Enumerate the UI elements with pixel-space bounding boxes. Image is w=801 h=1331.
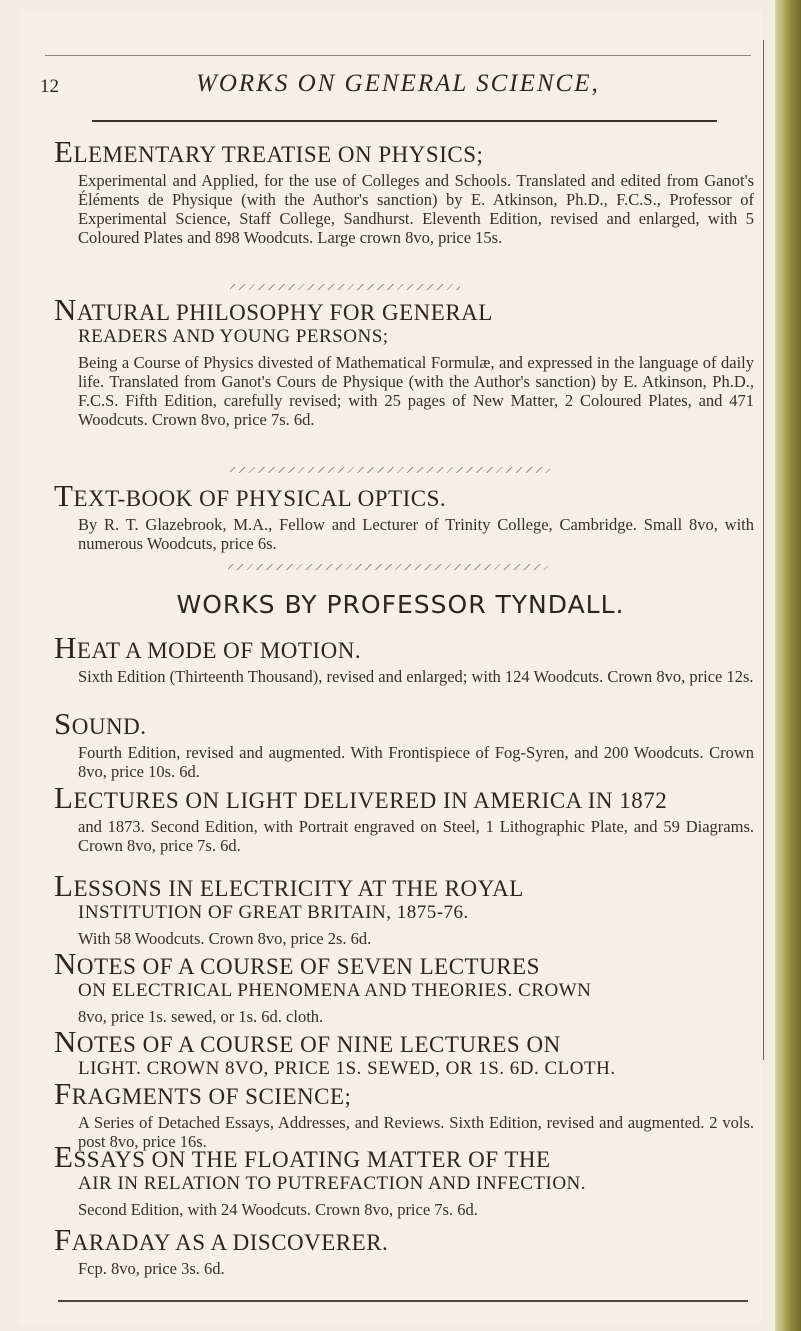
entry-title (54, 946, 754, 1003)
margin-rule (763, 40, 764, 1060)
entry-title-text: RAGMENTS OF SCIENCE; (71, 1084, 352, 1109)
entry-initial: N (54, 946, 77, 981)
entry-initial: L (54, 780, 74, 815)
entry-title (54, 478, 754, 513)
ornamental-divider (230, 284, 460, 290)
catalog-entry (54, 478, 754, 553)
entry-description: 8vo, price 1s. sewed, or 1s. 6d. cloth. (78, 1007, 324, 1026)
catalog-entry (54, 780, 754, 855)
entry-title (54, 292, 754, 349)
entry-initial: S (54, 706, 72, 741)
entry-initial: F (54, 1076, 72, 1111)
entry-title-text: SSAYS ON THE FLOATING MATTER OF THE (73, 1147, 551, 1172)
entry-title (54, 868, 754, 925)
entry-description: By R. T. Glazebrook, M.A., Fellow and Lecturer of Trinity College, Cambridge. Small 8vo, with numerous Woodcuts, price 6s. (78, 515, 754, 553)
entry-title (54, 780, 754, 815)
entry-title-continuation: LIGHT. CROWN 8VO, PRICE 1S. SEWED, OR 1S. 6D. CLOTH. (78, 1058, 616, 1079)
catalog-entry (54, 946, 754, 1026)
top-rule (45, 55, 751, 56)
running-head (40, 64, 760, 104)
entry-initial: L (54, 868, 74, 903)
entry-description: With 58 Woodcuts. Crown 8vo, price 2s. 6d. (78, 929, 372, 948)
entry-title-continuation: ON ELECTRICAL PHENOMENA AND THEORIES. CROWN (78, 980, 592, 1001)
entry-description: Fcp. 8vo, price 3s. 6d. (78, 1259, 225, 1278)
entry-title-text: EXT-BOOK OF PHYSICAL OPTICS. (73, 486, 447, 511)
ornamental-divider (228, 564, 548, 570)
entry-initial: T (54, 478, 74, 513)
entry-description: A Series of Detached Essays, Addresses, and Reviews. Sixth Edition, revised and augmented. 2 vols. post 8vo, price 16s. (78, 1113, 754, 1151)
entry-title (54, 1139, 754, 1196)
catalog-entry (54, 1222, 754, 1278)
catalog-entry (54, 630, 754, 686)
page-number: 12 (40, 76, 59, 97)
entry-title-text: OTES OF A COURSE OF SEVEN LECTURES (76, 954, 540, 979)
entry-title (54, 134, 754, 169)
entry-description: Being a Course of Physics divested of Mathematical Formulæ, and expressed in the language of daily life. Translated from Ganot's Cours de Physique (with the Author's sanction) by E. Atkinson, Ph.D., F.C.S. Fifth Edition, carefully revised; with 25 pages of New Matter, 2 Coloured Plates, and 471 Woodcuts. Crown 8vo, price 7s. 6d. (78, 353, 754, 429)
entry-title (54, 706, 754, 741)
entry-title-text: LEMENTARY TREATISE ON PHYSICS; (73, 142, 484, 167)
entry-title-text: EAT A MODE OF MOTION. (76, 638, 362, 663)
running-head-title: WORKS ON GENERAL SCIENCE, (196, 70, 600, 97)
entry-title-continuation: READERS AND YOUNG PERSONS; (78, 326, 389, 347)
ornamental-divider (230, 467, 550, 473)
section-heading: WORKS BY PROFESSOR TYNDALL. (176, 590, 625, 619)
entry-description: and 1873. Second Edition, with Portrait engraved on Steel, 1 Lithographic Plate, and 59 Diagrams. Crown 8vo, price 7s. 6d. (78, 817, 754, 855)
entry-title-continuation: AIR IN RELATION TO PUTREFACTION AND INFECTION. (78, 1173, 587, 1194)
entry-title (54, 1024, 754, 1081)
entry-initial: N (54, 292, 77, 327)
entry-title-text: ATURAL PHILOSOPHY FOR GENERAL (76, 300, 493, 325)
entry-title-text: OUND. (71, 714, 147, 739)
catalog-entry (54, 1139, 754, 1219)
adjacent-page-edge (775, 0, 801, 1331)
catalog-entry (54, 134, 754, 247)
entry-description: Fourth Edition, revised and augmented. With Frontispiece of Fog-Syren, and 200 Woodcuts. Crown 8vo, price 10s. 6d. (78, 743, 754, 781)
entry-description: Sixth Edition (Thirteenth Thousand), revised and enlarged; with 124 Woodcuts. Crown 8vo, price 12s. (78, 667, 754, 686)
catalog-entry (54, 1076, 754, 1151)
catalog-entry (54, 1024, 754, 1081)
bottom-rule (58, 1300, 748, 1302)
entry-title-text: OTES OF A COURSE OF NINE LECTURES ON (76, 1032, 561, 1057)
entry-title-text: ECTURES ON LIGHT DELIVERED IN AMERICA IN 1872 (73, 788, 668, 813)
entry-title-text: ARADAY AS A DISCOVERER. (71, 1230, 389, 1255)
entry-title (54, 1222, 754, 1257)
catalog-entry (54, 292, 754, 429)
running-head-underline (92, 120, 717, 122)
entry-title (54, 630, 754, 665)
entry-initial: E (54, 134, 74, 169)
entry-title-text: ESSONS IN ELECTRICITY AT THE ROYAL (73, 876, 524, 901)
catalog-entry (54, 706, 754, 781)
entry-initial: H (54, 630, 77, 665)
entry-title-continuation: INSTITUTION OF GREAT BRITAIN, 1875-76. (78, 902, 469, 923)
catalog-entry (54, 868, 754, 948)
entry-description: Experimental and Applied, for the use of Colleges and Schools. Translated and edited from Ganot's Éléments de Physique (with the Author's sanction) by E. Atkinson, Ph.D., F.C.S., Professor of Experimental Science, Staff College, Sandhurst. Eleventh Edition, revised and enlarged, with 5 Coloured Plates and 898 Woodcuts. Large crown 8vo, price 15s. (78, 171, 754, 247)
entry-initial: F (54, 1222, 72, 1257)
entry-initial: E (54, 1139, 74, 1174)
entry-initial: N (54, 1024, 77, 1059)
entry-description: Second Edition, with 24 Woodcuts. Crown 8vo, price 7s. 6d. (78, 1200, 478, 1219)
entry-title (54, 1076, 754, 1111)
